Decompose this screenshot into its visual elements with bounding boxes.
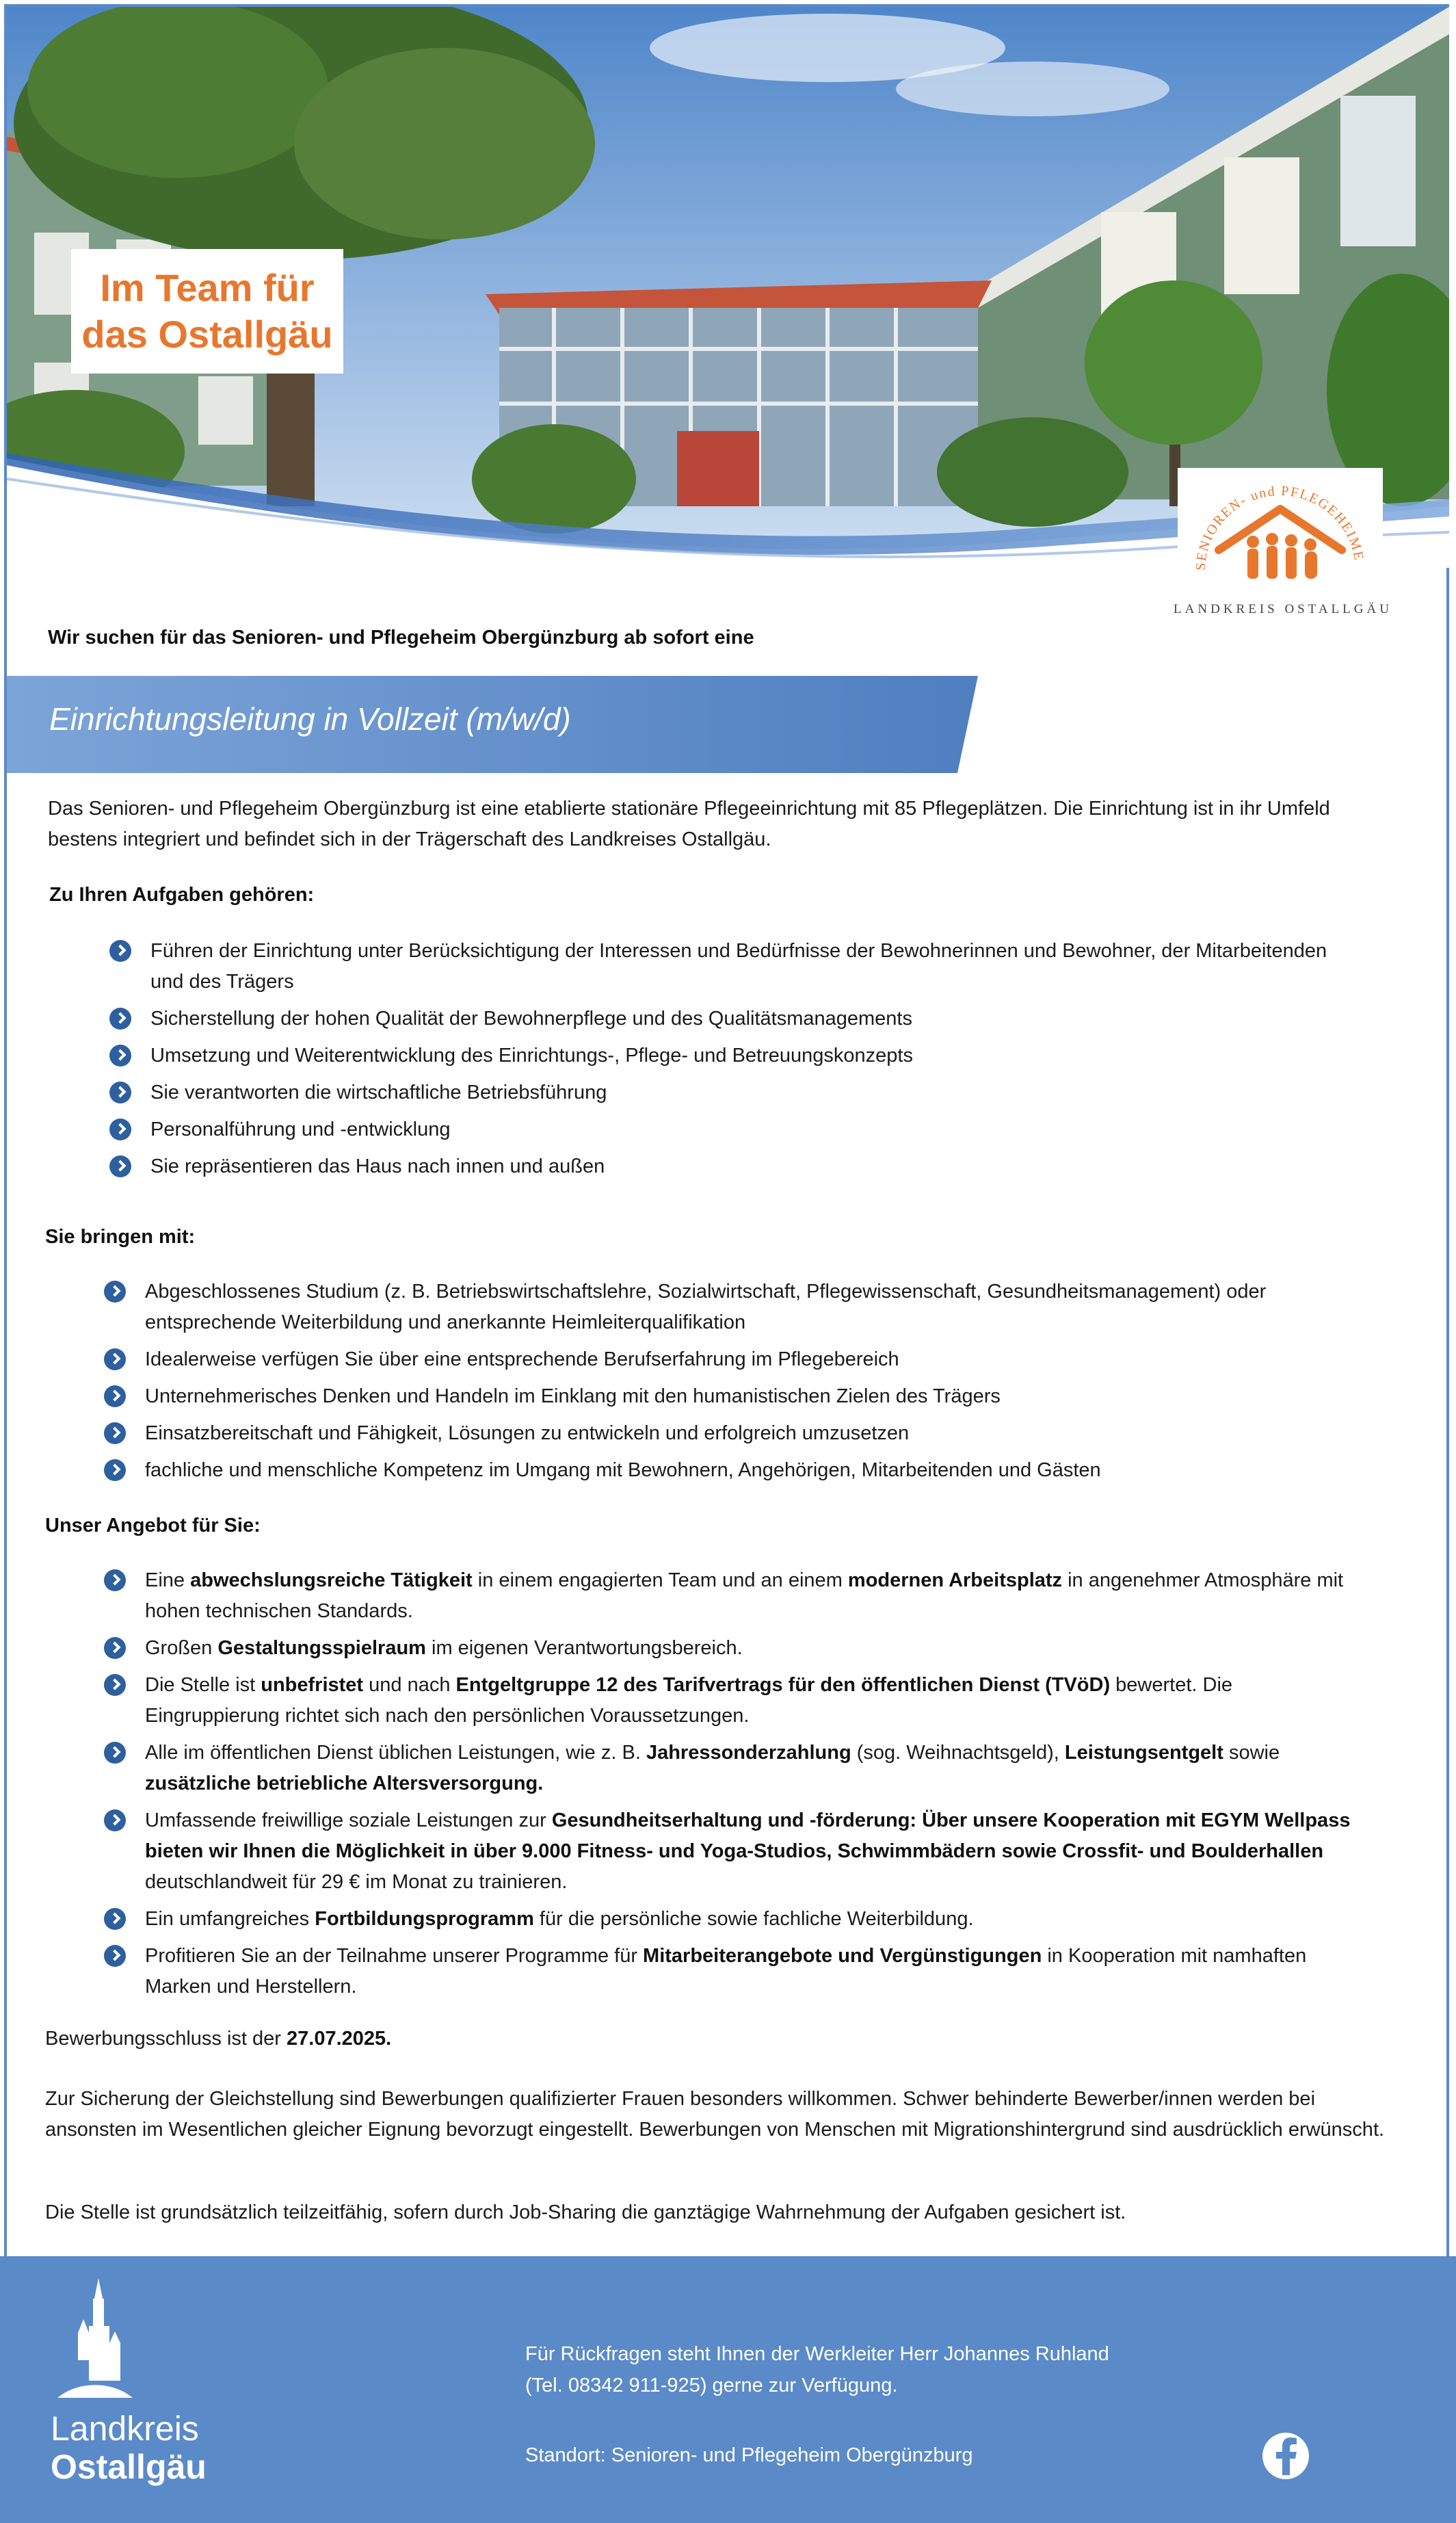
offer-list — [104, 1565, 1355, 2009]
list-item: fachliche und menschliche Kompetenz im Umgang mit Bewohnern, Angehörigen, Mitarbeitenden und Gästen — [104, 1455, 1355, 1486]
chevron-right-icon — [104, 1637, 126, 1659]
list-item: Abgeschlossenes Studium (z. B. Betriebswirtschaftslehre, Sozialwirtschaft, Pflegewissenschaft, Gesundheitsmanagement) oder entsprechende Weiterbildung und anerkannte Heimleiterqualifikation — [104, 1277, 1355, 1338]
chevron-right-icon — [109, 1008, 131, 1030]
seal-caption: LANDKREIS OSTALLGÄU — [1174, 602, 1392, 616]
chevron-right-icon — [109, 1082, 131, 1103]
requirements-list — [104, 1277, 1355, 1492]
chevron-right-icon — [104, 1281, 126, 1303]
requirements-heading: Sie bringen mit: — [45, 1226, 196, 1248]
tasks-heading: Zu Ihren Aufgaben gehören: — [49, 884, 315, 906]
chevron-right-icon — [104, 1422, 126, 1444]
job-title: Einrichtungsleitung in Vollzeit (m/w/d) — [49, 701, 571, 737]
deadline: Bewerbungsschluss ist der 27.07.2025. — [45, 2028, 392, 2050]
list-item: Umsetzung und Weiterentwicklung des Einrichtungs-, Pflege- und Betreuungskonzepts — [109, 1041, 1361, 1071]
list-item: Sie repräsentieren das Haus nach innen und außen — [109, 1151, 1361, 1182]
logo-line-2: Ostallgäu — [51, 2448, 207, 2486]
chevron-right-icon — [104, 1569, 126, 1591]
list-item: Ein umfangreiches Fortbildungsprogramm für die persönliche sowie fachliche Weiterbildung. — [104, 1904, 1355, 1935]
chevron-right-icon — [104, 1674, 126, 1696]
landkreis-logo — [51, 2409, 207, 2486]
list-item: Profitieren Sie an der Teilnahme unserer Programme für Mitarbeiterangebote und Vergünstigungen in Kooperation mit namhaften Marken und Herstellern. — [104, 1941, 1355, 2002]
tasks-list — [109, 936, 1361, 1188]
deadline-date: 27.07.2025. — [287, 2028, 392, 2050]
equality-notice: Zur Sicherung der Gleichstellung sind Bewerbungen qualifizierter Frauen besonders willkommen. Schwer behinderte Bewerber/innen werden bei ansonsten im Wesentlichen gleicher Eignung bevorzugt eingestellt. Bewerbungen von Menschen mit Migrationshintergrund sind ausdrücklich erwünscht. — [45, 2088, 1385, 2141]
list-item: Idealerweise verfügen Sie über eine entsprechende Berufserfahrung im Pflegebereich — [104, 1344, 1355, 1375]
chevron-right-icon — [104, 1908, 126, 1930]
castle-icon — [57, 2278, 133, 2401]
list-item: Großen Gestaltungsspielraum im eigenen Verantwortungsbereich. — [104, 1633, 1355, 1664]
list-item: Personalführung und -entwicklung — [109, 1114, 1361, 1145]
svg-text:SENIOREN- und PFLEGEHEIME — [1193, 484, 1366, 571]
chevron-right-icon — [104, 1459, 126, 1481]
chevron-right-icon — [104, 1945, 126, 1967]
chevron-right-icon — [109, 940, 131, 962]
headline-line-1: Im Team für — [100, 266, 315, 309]
headline-box — [71, 249, 343, 374]
list-item: Einsatzbereitschaft und Fähigkeit, Lösungen zu entwickeln und erfolgreich umzusetzen — [104, 1418, 1355, 1449]
intro-text: Wir suchen für das Senioren- und Pflegeheim Obergünzburg ab sofort eine — [48, 627, 754, 649]
list-item: Unternehmerisches Denken und Handeln im Einklang mit den humanistischen Zielen des Trägers — [104, 1381, 1355, 1412]
offer-heading: Unser Angebot für Sie: — [45, 1515, 261, 1537]
list-item: Eine abwechslungsreiche Tätigkeit in einem engagierten Team und an einem modernen Arbeitsplatz in angenehmer Atmosphäre mit hohen technischen Standards. — [104, 1565, 1355, 1627]
chevron-right-icon — [104, 1809, 126, 1831]
list-item: Führen der Einrichtung unter Berücksichtigung der Interessen und Bedürfnisse der Bewohnerinnen und Bewohner, der Mitarbeitenden und des Trägers — [109, 936, 1361, 997]
chevron-right-icon — [109, 1045, 131, 1067]
list-item: Umfassende freiwillige soziale Leistungen zur Gesundheitserhaltung und -förderung: Über unsere Kooperation mit EGYM Wellpass bieten wir Ihnen die Möglichkeit in über 9.000 Fitness- und Yoga-Studios, Schwimmbädern sowie Crossfit- und Boulderhallen deutschlandweit für 29 € im Monat zu trainieren. — [104, 1805, 1355, 1898]
location: Standort: Senioren- und Pflegeheim Obergünzburg — [525, 2444, 973, 2466]
headline-line-2: das Ostallgäu — [81, 313, 333, 356]
seal-arc-text: SENIOREN- und PFLEGEHEIME — [1193, 483, 1367, 571]
list-item: Sie verantworten die wirtschaftliche Betriebsführung — [109, 1077, 1361, 1108]
facebook-icon[interactable] — [1262, 2433, 1309, 2479]
contact-info: Für Rückfragen steht Ihnen der Werkleiter Herr Johannes Ruhland (Tel. 08342 911-925) gerne zur Verfügung. — [525, 2343, 1109, 2396]
description: Das Senioren- und Pflegeheim Obergünzburg ist eine etablierte stationäre Pflegeeinrichtung mit 85 Pflegeplätzen. Die Einrichtung ist in ihr Umfeld bestens integriert und befindet sich in der Trägerschaft des Landkreises Ostallgäu. — [48, 798, 1330, 850]
care-home-seal — [1178, 468, 1383, 605]
list-item: Sicherstellung der hohen Qualität der Bewohnerpflege und des Qualitätsmanagements — [109, 1004, 1361, 1034]
list-item: Alle im öffentlichen Dienst üblichen Leistungen, wie z. B. Jahressonderzahlung (sog. Weihnachtsgeld), Leistungsentgelt sowie zusätzliche betriebliche Altersversorgung. — [104, 1738, 1355, 1799]
part-time-notice: Die Stelle ist grundsätzlich teilzeitfähig, sofern durch Job-Sharing die ganztägige Wahrnehmung der Aufgaben gesichert ist. — [45, 2201, 1126, 2223]
chevron-right-icon — [104, 1385, 126, 1407]
chevron-right-icon — [109, 1119, 131, 1140]
logo-line-1: Landkreis — [51, 2409, 199, 2448]
chevron-right-icon — [109, 1155, 131, 1177]
chevron-right-icon — [104, 1348, 126, 1370]
chevron-right-icon — [104, 1742, 126, 1764]
list-item: Die Stelle ist unbefristet und nach Entgeltgruppe 12 des Tarifvertrags für den öffentlichen Dienst (TVöD) bewertet. Die Eingruppierung richtet sich nach den persönlichen Voraussetzungen. — [104, 1670, 1355, 1731]
